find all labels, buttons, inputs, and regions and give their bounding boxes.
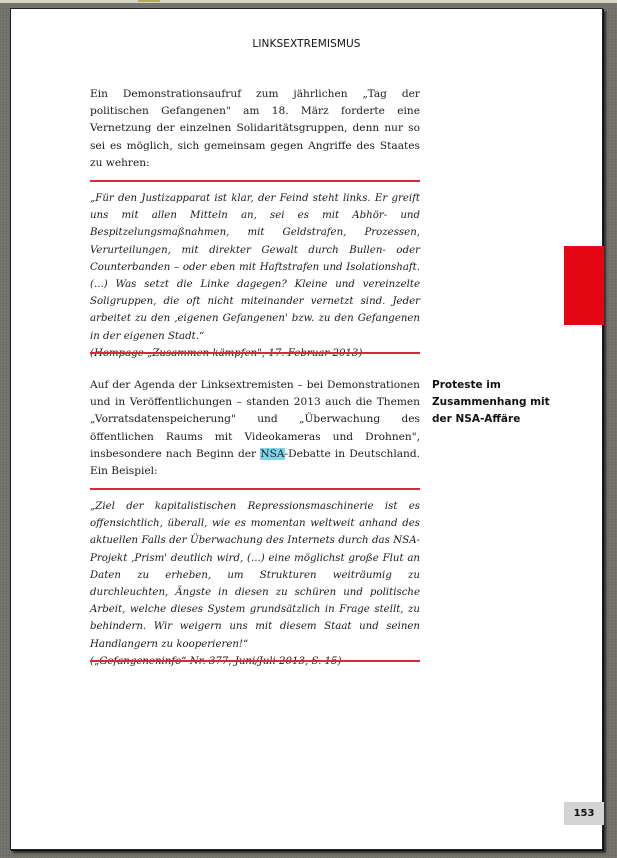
quote-rule-top [90, 180, 420, 182]
quote-rule-top [90, 488, 420, 490]
block-quote-1 [90, 190, 420, 362]
quote-2-text: „Ziel der kapitalistischen Repressionsmaschinerie ist es offensichtlich, überall, wie es momentan weltweit anhand des aktuellen Falls der Überwachung des Internets durch das NSA-Projekt ‚Prism' deutlich wird, (...) eine möglichst große Flut an Daten zu erheben, um Strukturen weiträumig zu durchleuchten, Ängste in diesen zu schüren und politische Arbeit, welche dieses System grundsätzlich in Frage stellt, zu behindern. Wir weigern uns mit diesem Staat und seinen Handlangern zu kooperieren!“ [90, 501, 420, 650]
margin-heading: Proteste im Zusammenhang mit der NSA-Affäre [432, 379, 550, 426]
block-quote-2 [90, 498, 420, 670]
paragraph-nsa-text: Auf der Agenda der Linksextremisten – bei Demonstrationen und in Veröffentlichungen – standen 2013 auch die Themen „Vorratsdatenspeicherung" und „Überwachung des öffentlichen Raums mit Videokameras und Drohnen", insbesondere nach Beginn der [90, 379, 420, 460]
quote-rule-bottom [90, 352, 420, 354]
search-highlight[interactable]: NSA [260, 447, 285, 460]
quote-1-text: „Für den Justizapparat ist klar, der Feind steht links. Er greift uns mit allen Mitteln an, sei es mit Abhör- und Bespitzelungsmaßnahmen, mit Geldstrafen, Prozessen, Verurteilungen, mit direkter Gewalt durch Bullen- oder Counterbanden – oder eben mit Haftstrafen und Isolationshaft. (...) Was setzt die Linke dagegen? Kleine und vereinzelte Soligruppen, die oft nicht miteinander vernetzt sind. Jeder arbeitet zu den ‚eigenen Gefangenen' bzw. zu den Gefangenen in der eigenen Stadt.“ [90, 193, 420, 342]
page-number: 153 [564, 802, 604, 825]
running-header: LINKSEXTREMISMUS [252, 38, 361, 50]
document-page [10, 8, 603, 850]
chapter-tab-marker [564, 246, 604, 325]
paragraph-intro: Ein Demonstrationsaufruf zum jährlichen „Tag der politischen Gefangenen" am 18. März forderte eine Vernetzung der einzelnen Solidaritätsgruppen, denn nur so sei es möglich, sich gemeinsam gegen Angriffe des Staates zu wehren: [90, 88, 420, 169]
viewer-top-strip [0, 0, 617, 3]
quote-rule-bottom [90, 660, 420, 662]
paragraph-nsa [90, 377, 420, 480]
viewer-tab-marker [138, 0, 160, 2]
paragraph-nsa-text-end: -Debatte in Deutschland. Ein Beispiel: [90, 447, 420, 478]
